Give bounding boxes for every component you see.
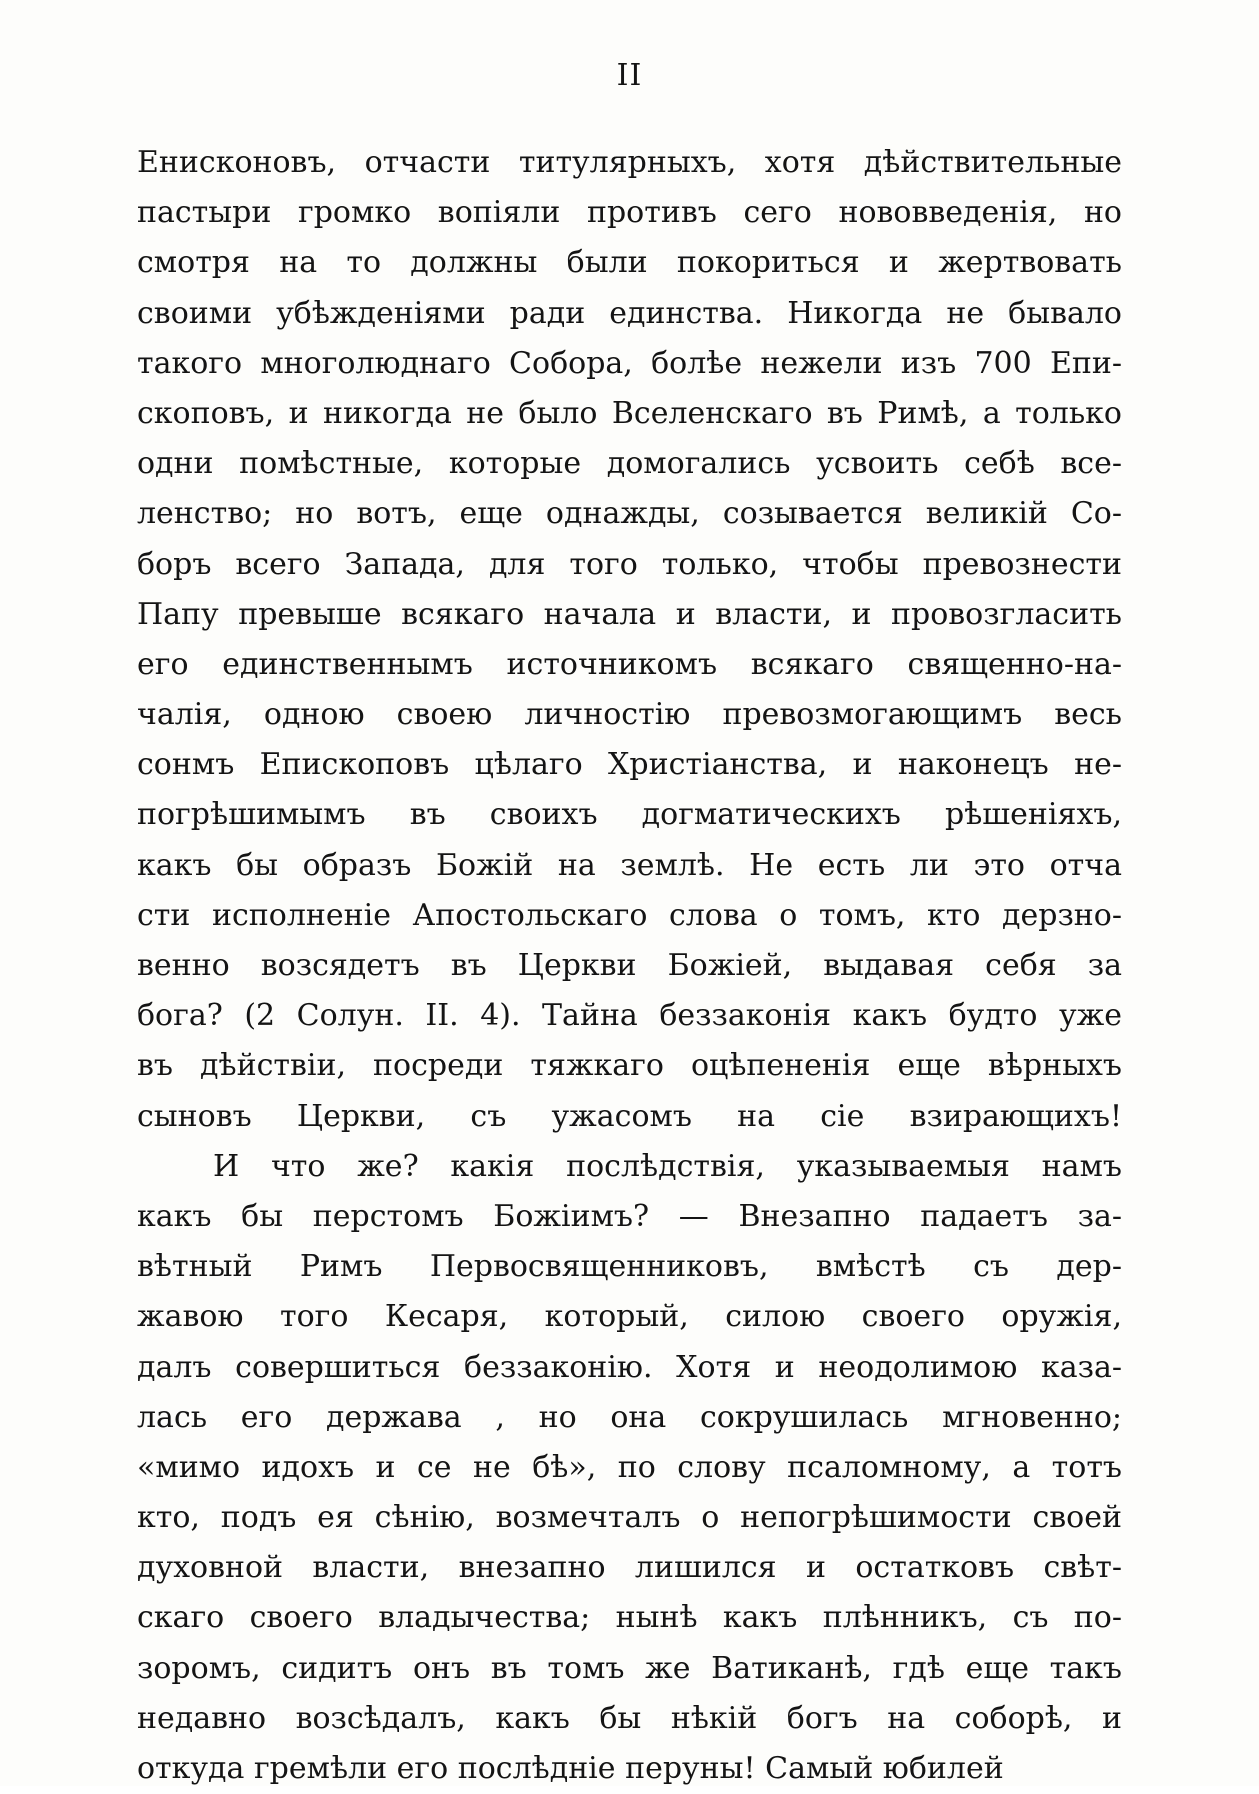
text-line: вѣтный Римъ Первосвященниковъ, вмѣстѣ съ дер-	[137, 1249, 1122, 1285]
text-line: скоповъ, и никогда не было Вселенскаго въ Римѣ, а только	[137, 395, 1122, 431]
text-line: скаго своего владычества; нынѣ какъ плѣнникъ, съ по-	[137, 1600, 1122, 1636]
text-line: сти исполненіе Апостольскаго слова о томъ, кто дерзно-	[137, 897, 1122, 933]
text-line: пастыри громко вопіяли противъ сего нововведенія, но	[137, 195, 1122, 231]
text-line: зоромъ, сидитъ онъ въ томъ же Ватиканѣ, гдѣ еще такъ	[137, 1650, 1122, 1686]
text-line: чалія, одною своею личностію превозмогающимъ весь	[137, 697, 1122, 733]
text-line: одни помѣстные, которые домогались усвоить себѣ все-	[137, 446, 1122, 482]
text-line: откуда гремѣли его послѣдніе перуны! Самый юбилей	[137, 1751, 1004, 1786]
text-line: лась его держава , но она сокрушилась мгновенно;	[137, 1399, 1122, 1435]
text-line: смотря на то должны были покориться и жертвовать	[137, 245, 1122, 281]
text-line: ленство; но вотъ, еще однажды, созывается великій Со-	[137, 496, 1122, 532]
text-line: И что же? какія послѣдствія, указываемыя намъ	[213, 1148, 1122, 1184]
text-line: Папу превыше всякаго начала и власти, и провозгласить	[137, 596, 1122, 632]
paragraph	[137, 1142, 1122, 1794]
text-line: боръ всего Запада, для того только, чтобы превознести	[137, 546, 1122, 582]
paragraph	[137, 138, 1122, 1142]
text-line: духовной власти, внезапно лишился и остатковъ свѣт-	[137, 1550, 1122, 1586]
text-line: недавно возсѣдалъ, какъ бы нѣкій богъ на соборѣ, и	[137, 1700, 1122, 1736]
text-line: такого многолюднаго Собора, болѣе нежели изъ 700 Епи-	[137, 345, 1122, 381]
text-line: въ дѣйствіи, посреди тяжкаго оцѣпененія еще вѣрныхъ	[137, 1048, 1122, 1084]
text-line: венно возсядетъ въ Церкви Божіей, выдавая себя за	[137, 948, 1122, 983]
text-line: его единственнымъ источникомъ всякаго священно-на-	[137, 646, 1122, 682]
text-line: своими убѣжденіями ради единства. Никогда не бывало	[137, 295, 1122, 331]
text-line: погрѣшимымъ въ своихъ догматическихъ рѣшеніяхъ,	[137, 797, 1122, 833]
text-line: кто, подъ ея сѣнію, возмечталъ о непогрѣшимости своей	[137, 1500, 1122, 1536]
text-line: далъ совершиться беззаконію. Хотя и неодолимою каза-	[137, 1349, 1122, 1385]
text-line: сонмъ Епископовъ цѣлаго Христіанства, и наконецъ не-	[137, 747, 1122, 783]
text-line: какъ бы перстомъ Божіимъ? — Внезапно падаетъ за-	[137, 1198, 1122, 1234]
text-line: сыновъ Церкви, съ ужасомъ на сіе взирающихъ!	[137, 1098, 1122, 1134]
text-line: «мимо идохъ и се не бѣ», по слову псаломному, а тотъ	[137, 1449, 1122, 1485]
page-text	[137, 138, 1122, 1794]
text-line: какъ бы образъ Божій на землѣ. Не есть ли это отча	[137, 847, 1122, 883]
text-line: жавою того Кесаря, который, силою своего оружія,	[137, 1299, 1122, 1335]
text-line: Енисконовъ, отчасти титулярныхъ, хотя дѣйствительные	[137, 145, 1122, 180]
page-number: II	[616, 58, 643, 93]
text-line: бога? (2 Солун. II. 4). Тайна беззаконія какъ будто уже	[137, 998, 1122, 1034]
